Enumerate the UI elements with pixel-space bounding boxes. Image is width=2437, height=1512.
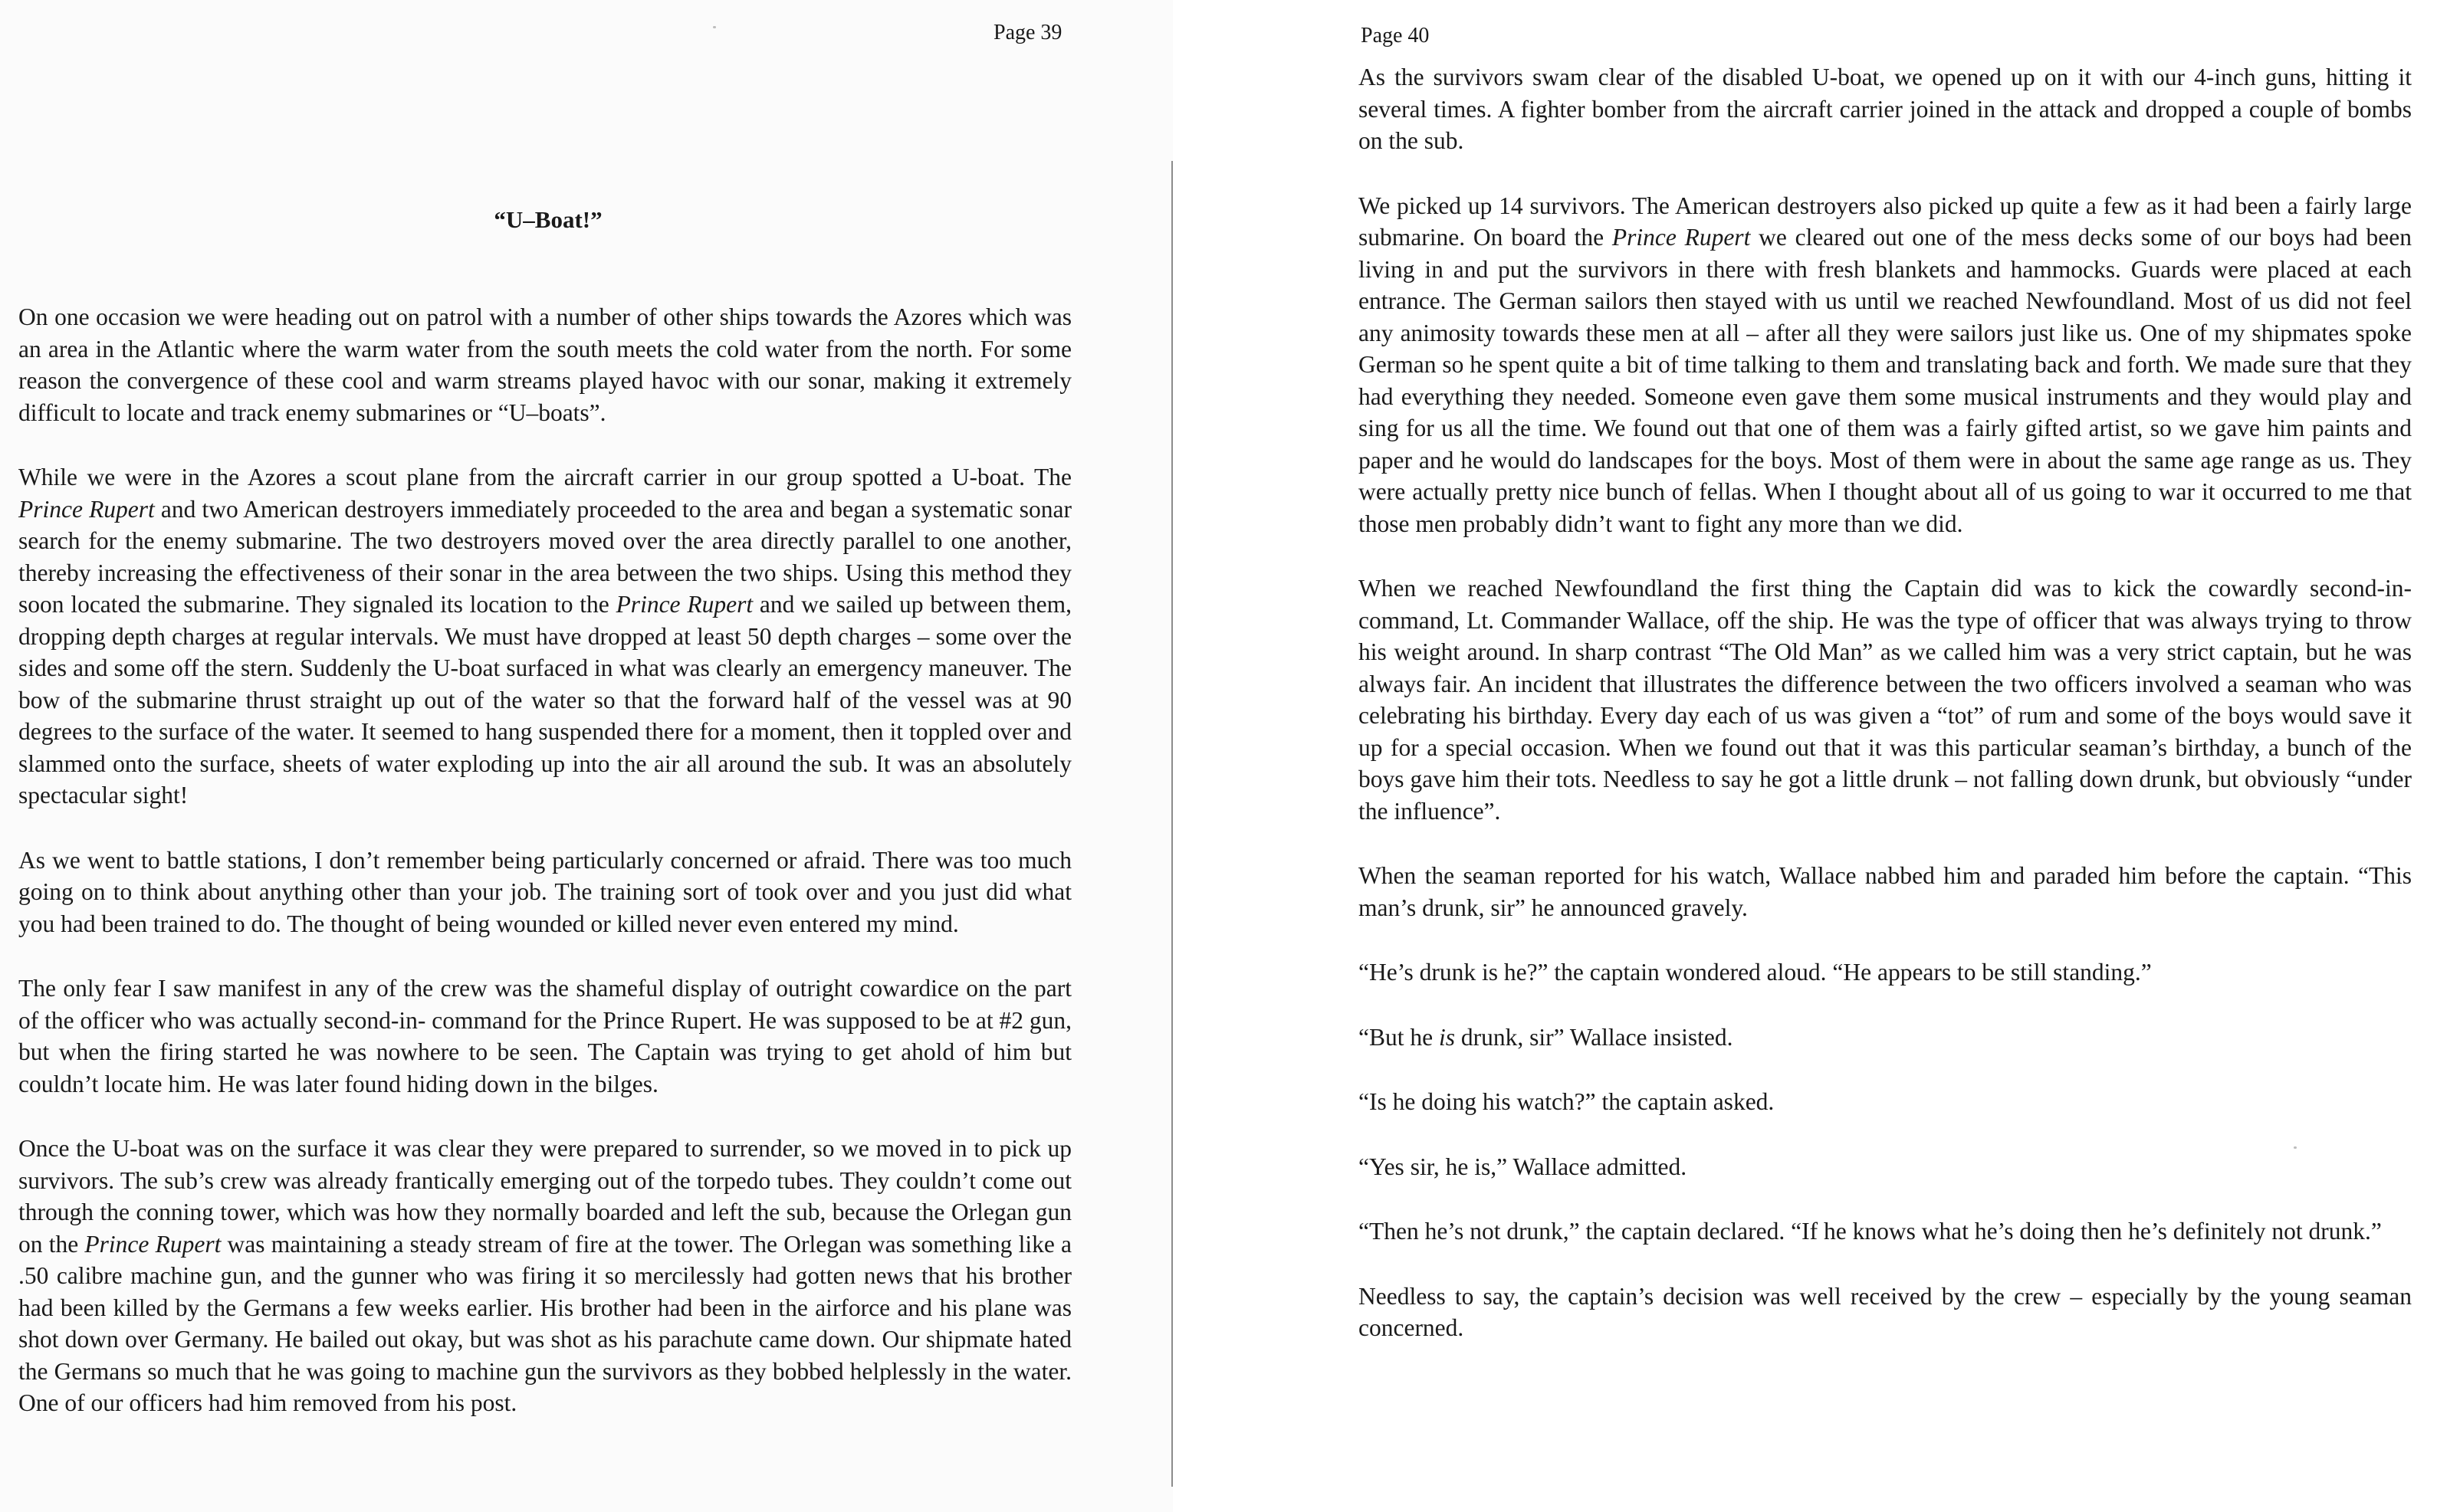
right-page [1173, 0, 2437, 1512]
text-run: When the seaman reported for his watch, Wallace nabbed him and paraded him before the captain. “This man’s drunk, sir” he announced gravely. [1358, 862, 2412, 921]
italic-text: Prince Rupert [84, 1230, 222, 1258]
italic-text: Prince Rupert [18, 495, 155, 523]
paragraph [18, 845, 1072, 940]
text-run: “But he [1358, 1023, 1439, 1051]
text-run: “Then he’s not drunk,” the captain declared. “If he knows what he’s doing then he’s definitely not drunk.” [1358, 1218, 2382, 1245]
text-run: As we went to battle stations, I don’t remember being particularly concerned or afraid. There was too much going on to think about anything other than your job. The training sort of took over and you just did what you had been trained to do. The thought of being wounded or killed never even entered my mind. [18, 846, 1072, 937]
text-run: We picked up 14 survivors. The American destroyers also picked up quite a few as it had been a fairly large submarine. On board the [1358, 192, 2412, 251]
paragraph [1358, 572, 2412, 827]
text-run: and two American destroyers immediately proceeded to the area and began a systematic sonar search for the enemy submarine. The two destroyers moved over the area directly parallel to one another, thereby increasing the effectiveness of their sonar in the area between the two ships. Using this method they soon located the submarine. They signaled its location to the [18, 495, 1072, 618]
paragraph [18, 461, 1072, 812]
italic-text: Prince Rupert [1611, 224, 1751, 251]
paragraph [1358, 1022, 2412, 1054]
text-run: While we were in the Azores a scout plane from the aircraft carrier in our group spotted a U-boat. The [18, 464, 1072, 490]
text-run: drunk, sir” Wallace insisted. [1455, 1023, 1733, 1051]
paragraph [18, 972, 1072, 1100]
paragraph [1358, 1215, 2412, 1248]
paragraph [1358, 860, 2412, 923]
scan-speck [2294, 1146, 2297, 1149]
page-number: Page 39 [994, 21, 1062, 44]
italic-text: Prince Rupert [616, 591, 754, 618]
paragraph [1358, 1086, 2412, 1118]
paragraph [1358, 1151, 2412, 1183]
chapter-title: “U–Boat!” [494, 206, 603, 233]
text-run: Needless to say, the captain’s decision was well received by the crew – especially by the young seaman concerned. [1358, 1282, 2412, 1341]
paragraph [18, 301, 1072, 428]
text-run: As the survivors swam clear of the disabled U-boat, we opened up on it with our 4-inch guns, hitting it several times. A fighter bomber from the aircraft carrier joined in the attack and dropped a couple of bombs on the sub. [1358, 64, 2412, 154]
page-number: Page 40 [1361, 24, 1430, 48]
text-run: was maintaining a steady stream of fire at the tower. The Orlegan was something like a .50 calibre machine gun, and the gunner who was firing it so mercilessly had gotten news that his brother had been killed by the Germans a few weeks earlier. His brother had been in the airforce and his plane was shot down over Germany. He bailed out okay, but was shot as his parachute came down. Our shipmate hated the Germans so much that he was going to machine gun the survivors as they bobbed helplessly in the water. One of our officers had him removed from his post. [18, 1230, 1072, 1416]
text-run: On one occasion we were heading out on patrol with a number of other ships towards the Azores which was an area in the Atlantic where the warm water from the south meets the cold water from the north. For some reason the convergence of these cool and warm streams played havoc with our sonar, making it extremely difficult to locate and track enemy submarines or “U–boats”. [18, 303, 1072, 426]
scan-speck [713, 26, 716, 28]
text-run: When we reached Newfoundland the first thing the Captain did was to kick the cowardly second-in-command, Lt. Commander Wallace, off the ship. He was the type of officer that was always trying to throw his weight around. In sharp contrast “The Old Man” as we called him was a very strict captain, but he was always fair. An incident that illustrates the difference between the two officers involved a seaman who was celebrating his birthday. Every day each of us was given a “tot” of rum and some of the boys would save it up for a special occasion. When we found out that it was this particular seaman’s birthday, a bunch of the boys gave him their tots. Needless to say he got a little drunk – not falling down drunk, but obviously “under the influence”. [1358, 575, 2412, 825]
text-run: “He’s drunk is he?” the captain wondered aloud. “He appears to be still standing.” [1358, 959, 2152, 986]
text-run: we cleared out one of the mess decks some of our boys had been living in and put the survivors in there with fresh blankets and hammocks. Guards were placed at each entrance. The German sailors then stayed with us until we reached Newfoundland. Most of us did not feel any animosity towards these men at all – after all they were sailors just like us. One of my shipmates spoke German so he spent quite a bit of time talking to them and translating back and forth. We made sure that they had everything they needed. Someone even gave them some musical instruments and they would play and sing for us all the time. We found out that one of them was a fairly gifted artist, so we gave him paints and paper and he would do landscapes for the boys. Most of them were in about the same age range as us. They were actually pretty nice bunch of fellas. When I thought about all of us going to war it occurred to me that those men probably didn’t want to fight any more than we did. [1358, 224, 2412, 537]
paragraph [1358, 1281, 2412, 1344]
italic-text: is [1438, 1023, 1455, 1051]
text-run: and we sailed up between them, dropping depth charges at regular intervals. We must have dropped at least 50 depth charges – some over the sides and some off the stern. Suddenly the U-boat surfaced in what was clearly an emergency maneuver. The bow of the submarine thrust straight up out of the water so that the forward half of the vessel was at 90 degrees to the surface of the water. It seemed to hang suspended there for a moment, then it toppled over and slammed onto the surface, sheets of water exploding up into the air all around the sub. It was an absolutely spectacular sight! [18, 591, 1072, 808]
left-page [0, 0, 1173, 1512]
right-page-body [1358, 61, 2412, 1377]
text-run: “Is he doing his watch?” the captain asked. [1358, 1088, 1775, 1115]
text-run: Once the U-boat was on the surface it was clear they were prepared to surrender, so we moved in to pick up survivors. The sub’s crew was already frantically emerging out of the torpedo tubes. They couldn’t come out through the conning tower, which was how they normally boarded and left the sub, because the Orlegan gun on the [18, 1135, 1072, 1258]
left-page-body [18, 301, 1072, 1452]
paragraph [1358, 190, 2412, 540]
paragraph [1358, 956, 2412, 989]
paragraph [18, 1133, 1072, 1419]
paragraph [1358, 61, 2412, 157]
text-run: “Yes sir, he is,” Wallace admitted. [1358, 1153, 1687, 1180]
text-run: The only fear I saw manifest in any of the crew was the shameful display of outright cowardice on the part of the officer who was actually second-in- command for the Prince Rupert. He was supposed to be at #2 gun, but when the firing started he was nowhere to be seen. The Captain was trying to get ahold of him but couldn’t locate him. He was later found hiding down in the bilges. [18, 975, 1072, 1097]
